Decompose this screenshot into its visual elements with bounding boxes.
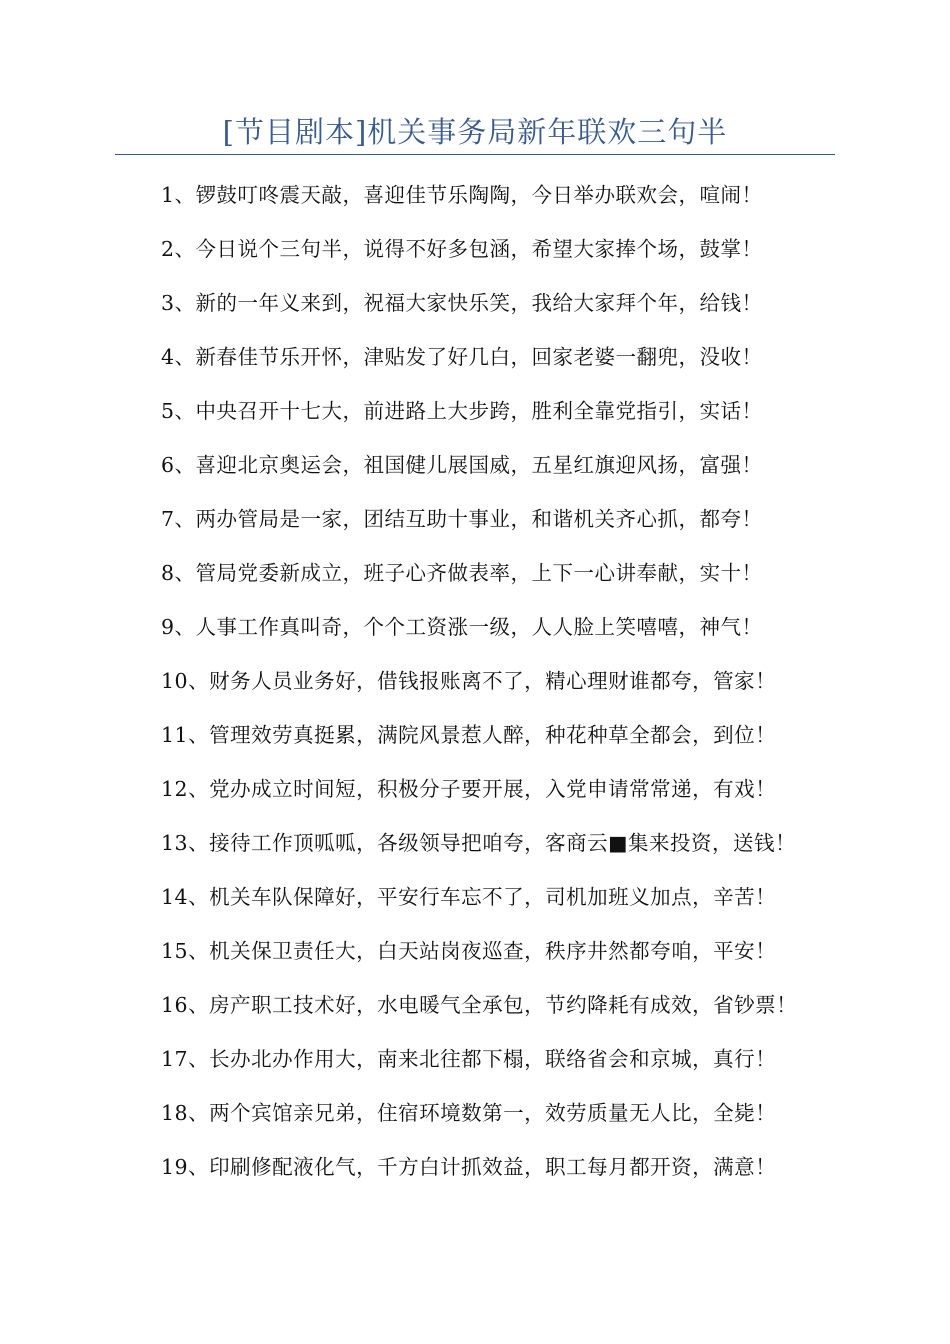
verse-line: 8、管局党委新成立，班子心齐做表率，上下一心讲奉献，实十！ [161, 561, 763, 585]
verse-line: 14、机关车队保障好，平安行车忘不了，司机加班义加点，辛苦！ [161, 885, 777, 909]
verse-line: 12、党办成立时间短，积极分子要开展，入党申请常常递，有戏！ [161, 777, 777, 801]
verse-line: 2、今日说个三句半，说得不好多包涵，希望大家捧个场，鼓掌！ [161, 237, 763, 261]
verse-line: 17、长办北办作用大，南来北往都下榻，联络省会和京城，真行！ [161, 1047, 777, 1071]
title-underline [115, 154, 835, 155]
verse-line: 13、接待工作顶呱呱，各级领导把咱夸，客商云■集来投资，送钱！ [161, 831, 796, 855]
verse-line: 9、人事工作真叫奇，个个工资涨一级，人人脸上笑嘻嘻，神气！ [161, 615, 763, 639]
verse-line: 19、印刷修配液化气，千方白计抓效益，职工每月都开资，满意！ [161, 1155, 777, 1179]
verse-line: 4、新春佳节乐开怀，津贴发了好几白，回家老婆一翻兜，没收！ [161, 345, 763, 369]
verse-line: 3、新的一年义来到，祝福大家快乐笑，我给大家拜个年，给钱！ [161, 291, 763, 315]
verse-line: 18、两个宾馆亲兄弟，住宿环境数第一，效劳质量无人比，全毙！ [161, 1101, 777, 1125]
document-title: [节目剧本]机关事务局新年联欢三句半 [222, 115, 728, 149]
verse-line: 5、中央召开十七大，前进路上大步跨，胜利全靠党指引，实话！ [161, 399, 763, 423]
verse-line: 10、财务人员业务好，借钱报账离不了，精心理财谁都夸，管家！ [161, 669, 777, 693]
verse-line: 15、机关保卫责任大，白天站岗夜巡查，秩序井然都夸咱，平安！ [161, 939, 777, 963]
verse-line: 16、房产职工技术好，水电暖气全承包，节约降耗有成效，省钞票！ [161, 993, 798, 1017]
verse-line: 1、锣鼓叮咚震天敲，喜迎佳节乐陶陶，今日举办联欢会，喧闹！ [161, 183, 763, 207]
verse-line: 6、喜迎北京奥运会，祖国健儿展国威，五星红旗迎风扬，富强！ [161, 453, 763, 477]
verse-line: 11、管理效劳真挺累，满院风景惹人醉，种花种草全都会，到位！ [161, 723, 777, 747]
verse-list [161, 176, 861, 1202]
verse-line: 7、两办管局是一家，团结互助十事业，和谐机关齐心抓，都夸！ [161, 507, 763, 531]
